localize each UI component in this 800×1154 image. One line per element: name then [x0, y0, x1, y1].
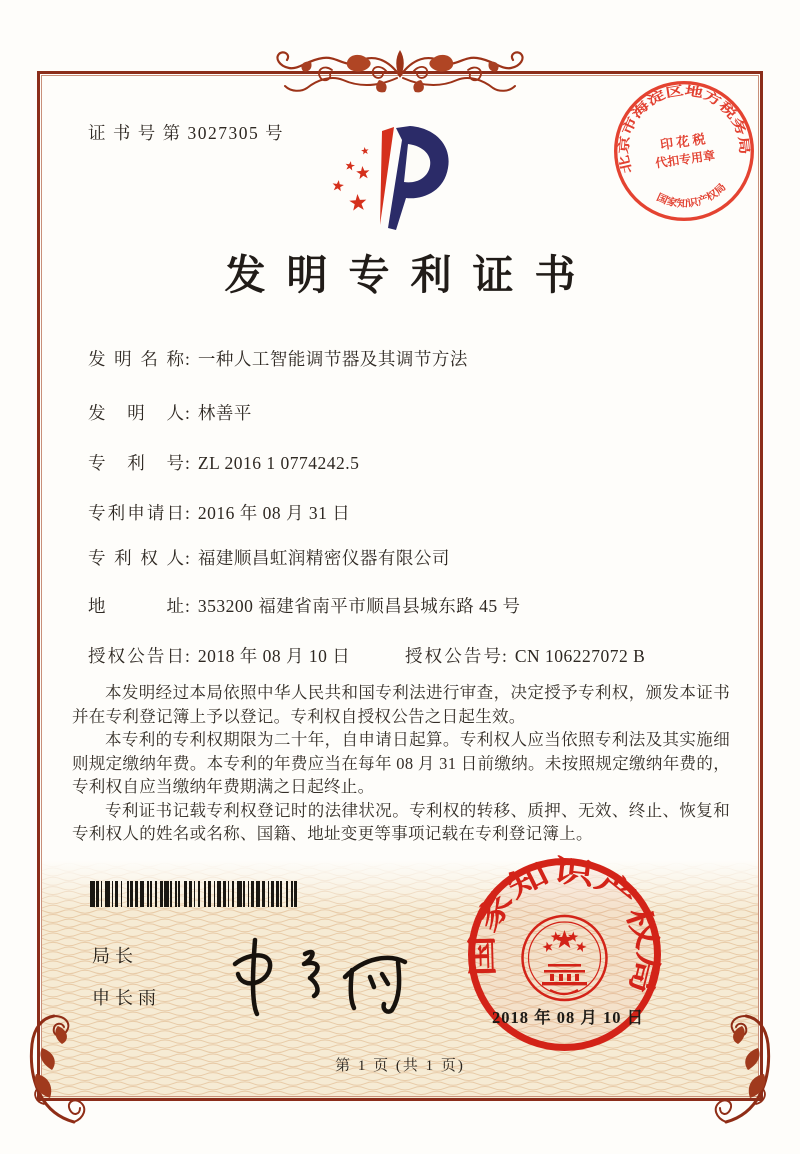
field-row-patent-number [88, 451, 359, 475]
page-footer: 第 1 页 (共 1 页) [335, 1058, 465, 1074]
grant-number: CN 106227072 B [514, 646, 646, 666]
tax-stamp-bottom-text: 国家知识产权局 [654, 182, 728, 210]
colon: : [185, 646, 190, 666]
tax-stamp-center-line2: 代扣专用章 [654, 148, 716, 171]
paragraph: 本专利的专利权期限为二十年，自申请日起算。专利权人应当依照专利法及其实施细则规定缴纳年费。本专利的年费应当在每年 08 月 31 日前缴纳。未按照规定缴纳年费的，专利权自应当缴纳年费期满之日起终止。 [72, 730, 730, 796]
field-row-invention-name [88, 347, 468, 371]
certificate-number: 证 书 号 第 3027305 号 [88, 123, 285, 143]
grant-number-label: 授权公告号 [405, 646, 501, 666]
field-label: 地址 [88, 596, 184, 616]
field-value: 福建顺昌虹润精密仪器有限公司 [197, 548, 450, 568]
grant-row [88, 644, 646, 668]
field-label: 发明人 [88, 403, 184, 423]
logo-star-icon [333, 180, 344, 191]
colon: : [185, 453, 190, 473]
body-paragraphs [72, 681, 730, 846]
seal-ring-text: 国家知识产权局 [466, 854, 665, 987]
field-label: 专利权人 [88, 548, 184, 568]
tax-stamp [608, 75, 760, 227]
field-value: 353200 福建省南平市顺昌县城东路 45 号 [197, 596, 521, 616]
field-row-inventor [88, 401, 252, 425]
field-label: 发明名称 [88, 349, 184, 369]
field-row-address [88, 594, 521, 618]
field-row-patentee [88, 546, 450, 570]
top-scroll-ornament [263, 46, 537, 98]
director-name: 申长雨 [92, 988, 161, 1008]
field-value: 2016 年 08 月 31 日 [197, 503, 351, 523]
grant-number-pair [405, 644, 645, 668]
tax-stamp-center-line1: 印 花 税 [659, 131, 707, 153]
logo-star-icon [361, 147, 369, 155]
director-title: 局长 [92, 946, 138, 966]
logo-star-icon [349, 194, 366, 211]
colon: : [185, 403, 190, 423]
barcode [90, 881, 302, 907]
cnipa-logo [330, 124, 456, 230]
field-value: 林善平 [197, 403, 252, 423]
field-row-filing-date [88, 501, 350, 525]
field-value: 一种人工智能调节器及其调节方法 [197, 349, 468, 369]
paragraph: 本发明经过本局依照中华人民共和国专利法进行审查，决定授予专利权，颁发本证书并在专利登记簿上予以登记。专利权自授权公告之日起生效。 [72, 683, 730, 726]
colon: : [185, 503, 190, 523]
field-label: 专利号 [88, 453, 184, 473]
logo-star-icon [346, 161, 355, 170]
tax-stamp-top-text: 北京市海淀区地方税务局 [616, 83, 751, 175]
logo-star-icon [356, 166, 369, 179]
colon: : [185, 349, 190, 369]
colon: : [185, 548, 190, 568]
colon: : [185, 596, 190, 616]
seal-date: 2018 年 08 月 10 日 [492, 1008, 645, 1027]
director-signature [205, 922, 420, 1022]
grant-date-label: 授权公告日 [88, 646, 184, 666]
field-value: ZL 2016 1 0774242.5 [197, 453, 360, 473]
certificate-title: 发明专利证书 [224, 252, 597, 298]
field-label: 专利申请日 [88, 503, 184, 523]
grant-date: 2018 年 08 月 10 日 [197, 646, 351, 666]
colon: : [502, 646, 507, 666]
paragraph: 专利证书记载专利权登记时的法律状况。专利权的转移、质押、无效、终止、恢复和专利权人的姓名或名称、国籍、地址变更等事项记载在专利登记簿上。 [72, 800, 730, 843]
